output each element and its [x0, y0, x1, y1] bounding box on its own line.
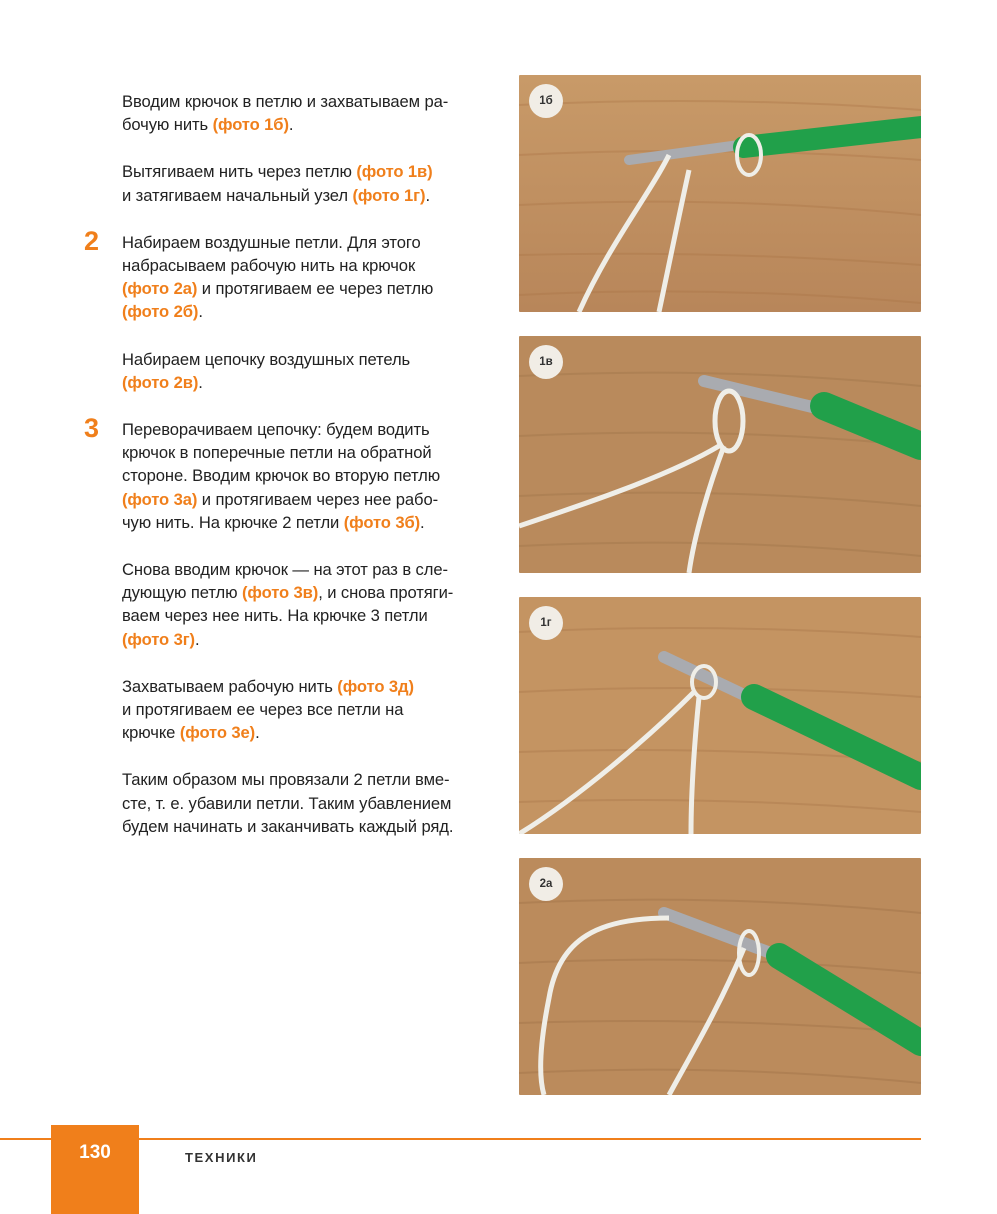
photo-ref: (фото 3в): [241, 583, 319, 603]
text: и затягиваем начальный узел: [122, 185, 353, 205]
text: Вводим крючок в петлю и захватываем ра-: [122, 92, 449, 111]
text: .: [255, 723, 260, 743]
text: Снова вводим крючок — на этот раз в сле-: [122, 560, 448, 580]
text: чую нить. На крючке 2 петли: [122, 512, 344, 532]
text: .: [420, 512, 425, 532]
text: .: [288, 115, 294, 135]
photo-ref: (фото 1г): [352, 185, 426, 205]
text: ваем через нее нить. На крючке 3 петли: [122, 606, 428, 626]
crochet-photo-illustration: [519, 858, 921, 1095]
text: Захватываем рабочую нить: [122, 676, 338, 696]
text: , и снова протяги-: [318, 583, 454, 603]
step-number: 3: [84, 413, 99, 444]
photo-ref: (фото 3г): [122, 629, 195, 649]
photo-1b: [519, 75, 921, 312]
text: Переворачиваем цепочку: будем водить: [122, 420, 430, 440]
text: .: [194, 629, 200, 649]
section-title: ТЕХНИКИ: [185, 1150, 258, 1165]
photo-ref: (фото 2б): [122, 302, 199, 322]
text: Вытягиваем нить через петлю: [122, 162, 357, 182]
page-number: 130: [51, 1125, 139, 1214]
text: .: [198, 302, 203, 322]
text: и протягиваем ее через все петли на: [122, 700, 404, 720]
text: .: [425, 185, 430, 205]
step-number: 2: [84, 225, 99, 256]
photo-ref: (фото 3а): [122, 489, 198, 509]
photo-ref: (фото 1в): [356, 162, 433, 182]
photo-ref: (фото 3е): [179, 723, 256, 743]
paragraph-4: [122, 348, 494, 394]
text: Набираем воздушные петли. Для этого: [122, 232, 421, 252]
step-2-paragraph: [84, 225, 494, 324]
photo-label: 1г: [529, 606, 563, 640]
text: крючке: [122, 723, 180, 743]
photo-ref: (фото 3б): [343, 512, 421, 532]
text: крючок в поперечные петли на обратной: [122, 443, 432, 463]
crochet-photo-illustration: [519, 597, 921, 834]
paragraph-7: [122, 675, 494, 745]
text: будем начинать и заканчивать каждый ряд.: [122, 816, 454, 836]
crochet-photo-illustration: [519, 336, 921, 573]
paragraph-6: [122, 558, 494, 651]
paragraph-2: [122, 160, 494, 206]
text: Набираем цепочку воздушных петель: [122, 349, 411, 369]
photo-2a: [519, 858, 921, 1095]
photo-1v: [519, 336, 921, 573]
photo-label: 1б: [529, 84, 563, 118]
text: бочую нить: [122, 115, 213, 135]
text: набрасываем рабочую нить на крючок: [122, 256, 416, 276]
step-3-paragraph: [84, 413, 494, 534]
paragraph-1: [122, 90, 494, 136]
photo-ref: (фото 1б): [212, 115, 289, 135]
photo-label: 2а: [529, 867, 563, 901]
text: .: [198, 372, 203, 392]
photo-label: 1в: [529, 345, 563, 379]
text: сте, т. е. убавили петли. Таким убавлением: [122, 793, 452, 813]
crochet-photo-illustration: [519, 75, 921, 312]
photo-ref: (фото 3д): [337, 676, 414, 696]
photo-ref: (фото 2в): [122, 372, 199, 392]
text: и протягиваем через нее рабо-: [197, 489, 439, 509]
photo-1g: [519, 597, 921, 834]
text: дующую петлю: [122, 583, 242, 603]
paragraph-8: [122, 768, 494, 838]
text: Таким образом мы провязали 2 петли вме-: [122, 770, 450, 790]
text: стороне. Вводим крючок во вторую петлю: [122, 466, 441, 486]
photo-ref: (фото 2а): [122, 279, 198, 299]
text: и протягиваем ее через петлю: [197, 279, 434, 299]
body-text-column: [84, 90, 494, 862]
